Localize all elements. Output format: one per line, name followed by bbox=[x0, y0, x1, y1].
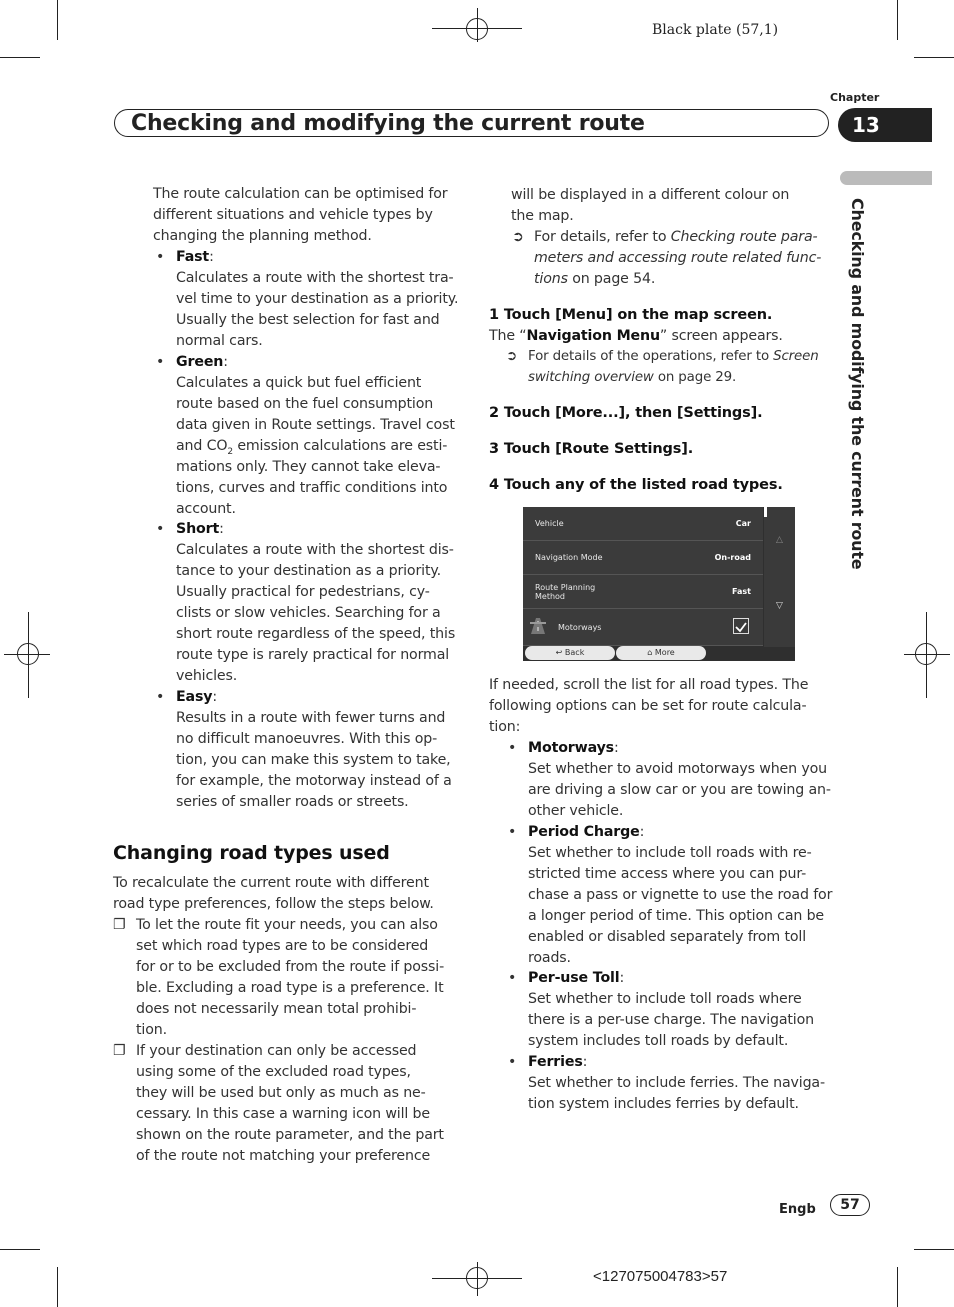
step-2: 2 Touch [More...], then [Settings]. bbox=[489, 405, 763, 421]
side-tab-bar bbox=[840, 171, 932, 185]
scroll-thumb[interactable] bbox=[764, 507, 767, 517]
intro-line: The route calculation can be optimised for bbox=[153, 186, 448, 202]
crop-mark bbox=[914, 1249, 954, 1250]
short-desc: Usually practical for pedestrians, cy- bbox=[176, 584, 430, 600]
note-line: shown on the route parameter, and the part bbox=[136, 1127, 444, 1143]
after-line: If needed, scroll the list for all road types. The bbox=[489, 677, 809, 693]
easy-item: Easy: bbox=[176, 689, 217, 705]
peruse-term: Per-use Toll bbox=[528, 970, 620, 986]
cont-line: will be displayed in a different colour on bbox=[511, 187, 790, 203]
crop-mark bbox=[57, 0, 58, 40]
ref-line: For details, refer to Checking route para- bbox=[534, 229, 818, 245]
step-4: 4 Touch any of the listed road types. bbox=[489, 477, 783, 493]
motorway-icon bbox=[529, 617, 547, 635]
step-3: 3 Touch [Route Settings]. bbox=[489, 441, 694, 457]
after-line: following options can be set for route calcula- bbox=[489, 698, 807, 714]
cont-line: the map. bbox=[511, 208, 574, 224]
settings-row-vehicle[interactable] bbox=[523, 507, 763, 541]
row-label: Route Planning bbox=[535, 583, 596, 592]
note-box-icon: ❐ bbox=[113, 1043, 126, 1059]
note-line: cessary. In this case a warning icon will be bbox=[136, 1106, 430, 1122]
motorways-desc: are driving a slow car or you are towing an- bbox=[528, 782, 831, 798]
short-desc: tance to your destination as a priority. bbox=[176, 563, 441, 579]
section-heading: Changing road types used bbox=[113, 842, 390, 864]
short-desc: clists or slow vehicles. Searching for a bbox=[176, 605, 441, 621]
back-button[interactable] bbox=[525, 646, 615, 660]
ferries-desc: Set whether to include ferries. The naviga- bbox=[528, 1075, 825, 1091]
note-line: set which road types are to be considered bbox=[136, 938, 429, 954]
page-number: 57 bbox=[830, 1194, 870, 1216]
row-value: Fast bbox=[732, 587, 751, 596]
peruse-desc: system includes toll roads by default. bbox=[528, 1033, 789, 1049]
row-label: Navigation Mode bbox=[535, 553, 603, 562]
section-para: To recalculate the current route with different bbox=[113, 875, 429, 891]
bullet-icon: • bbox=[508, 970, 517, 986]
period-desc: a longer period of time. This option can be bbox=[528, 908, 825, 924]
language-label: Engb bbox=[779, 1202, 816, 1217]
note-line: ble. Excluding a road type is a preference. It bbox=[136, 980, 444, 996]
after-line: tion: bbox=[489, 719, 521, 735]
bullet-icon: • bbox=[508, 1054, 517, 1070]
green-item: Green: bbox=[176, 354, 228, 370]
peruse-item: Per-use Toll: bbox=[528, 970, 625, 986]
period-desc: Set whether to include toll roads with re- bbox=[528, 845, 812, 861]
easy-desc: for example, the motorway instead of a bbox=[176, 773, 452, 789]
bullet-icon: • bbox=[508, 824, 517, 840]
note-box-icon: ❐ bbox=[113, 917, 126, 933]
back-arrow-icon: ↩ bbox=[555, 648, 565, 657]
ferries-desc: tion system includes ferries by default. bbox=[528, 1096, 799, 1112]
green-desc: tions, curves and traffic conditions into bbox=[176, 480, 448, 496]
motorways-checkbox[interactable] bbox=[733, 618, 749, 634]
period-term: Period Charge bbox=[528, 824, 640, 840]
fast-term: Fast bbox=[176, 249, 210, 265]
chapter-number: 13 bbox=[852, 113, 880, 137]
section-para: road type preferences, follow the steps below. bbox=[113, 896, 434, 912]
short-item: Short: bbox=[176, 521, 224, 537]
note-line: To let the route fit your needs, you can also bbox=[136, 917, 438, 933]
more-label: More bbox=[654, 648, 675, 657]
note-line: does not necessarily mean total prohibi- bbox=[136, 1001, 417, 1017]
peruse-desc: there is a per-use charge. The navigation bbox=[528, 1012, 814, 1028]
row-label: Method bbox=[535, 592, 566, 601]
page-title: Checking and modifying the current route bbox=[131, 111, 645, 136]
motorways-term: Motorways bbox=[528, 740, 614, 756]
short-desc: Calculates a route with the shortest dis- bbox=[176, 542, 454, 558]
note-line: If your destination can only be accessed bbox=[136, 1043, 417, 1059]
home-icon: ⌂ bbox=[647, 648, 655, 657]
intro-line: changing the planning method. bbox=[153, 228, 372, 244]
fast-desc: Calculates a route with the shortest tra- bbox=[176, 270, 454, 286]
green-co2-line: and $CO_2$ emission calculations are esti- bbox=[176, 438, 448, 457]
scrollbar[interactable] bbox=[764, 507, 795, 647]
ref-line: switching overview on page 29. bbox=[528, 370, 737, 385]
bullet-icon: • bbox=[156, 249, 165, 265]
short-desc: route type is rarely practical for normal bbox=[176, 647, 450, 663]
side-chapter-title: Checking and modifying the current route bbox=[848, 198, 867, 570]
peruse-desc: Set whether to include toll roads where bbox=[528, 991, 802, 1007]
row-label: Motorways bbox=[558, 623, 602, 632]
crop-mark bbox=[57, 1267, 58, 1307]
period-desc: stricted time access where you can pur- bbox=[528, 866, 807, 882]
back-label: Back bbox=[564, 648, 585, 657]
bullet-icon: • bbox=[508, 740, 517, 756]
ref-line: tions on page 54. bbox=[534, 271, 656, 287]
green-desc: Calculates a quick but fuel efficient bbox=[176, 375, 422, 391]
ferries-item: Ferries: bbox=[528, 1054, 588, 1070]
period-desc: chase a pass or vignette to use the road for bbox=[528, 887, 833, 903]
short-desc: vehicles. bbox=[176, 668, 238, 684]
arrow-icon: ➲ bbox=[506, 349, 518, 364]
settings-row-navigation-mode[interactable] bbox=[523, 541, 763, 575]
easy-desc: Results in a route with fewer turns and bbox=[176, 710, 446, 726]
crop-mark bbox=[897, 1267, 898, 1307]
plate-label: Black plate (57,1) bbox=[652, 22, 779, 38]
green-desc: account. bbox=[176, 501, 236, 517]
note-line: they will be used but only as much as ne- bbox=[136, 1085, 426, 1101]
easy-desc: no difficult manoeuvres. With this op- bbox=[176, 731, 438, 747]
bullet-icon: • bbox=[156, 354, 165, 370]
ferries-term: Ferries bbox=[528, 1054, 583, 1070]
chapter-label: Chapter bbox=[830, 91, 880, 104]
bullet-icon: • bbox=[156, 689, 165, 705]
intro-line: different situations and vehicle types by bbox=[153, 207, 433, 223]
crop-mark bbox=[897, 0, 898, 40]
row-label: Vehicle bbox=[535, 519, 564, 528]
note-line: using some of the excluded road types, bbox=[136, 1064, 411, 1080]
fast-desc: vel time to your destination as a priority. bbox=[176, 291, 459, 307]
row-value: On-road bbox=[714, 553, 751, 562]
short-term: Short bbox=[176, 521, 220, 537]
scroll-up-icon[interactable]: △ bbox=[776, 535, 783, 545]
settings-row-route-planning[interactable] bbox=[523, 575, 763, 609]
green-desc: mations only. They cannot take eleva- bbox=[176, 459, 441, 475]
motorways-desc: Set whether to avoid motorways when you bbox=[528, 761, 827, 777]
fast-desc: normal cars. bbox=[176, 333, 263, 349]
period-desc: roads. bbox=[528, 950, 571, 966]
note-line: tion. bbox=[136, 1022, 167, 1038]
crop-mark bbox=[0, 57, 40, 58]
ref-line: For details of the operations, refer to Screen bbox=[528, 349, 819, 364]
period-desc: enabled or disabled separately from toll bbox=[528, 929, 806, 945]
easy-desc: tion, you can make this system to take, bbox=[176, 752, 451, 768]
motorways-item: Motorways: bbox=[528, 740, 619, 756]
arrow-icon: ➲ bbox=[512, 229, 524, 245]
period-item: Period Charge: bbox=[528, 824, 645, 840]
route-settings-screenshot bbox=[523, 507, 795, 661]
step-1-result: The “Navigation Menu” screen appears. bbox=[489, 328, 783, 344]
note-line: of the route not matching your preference bbox=[136, 1148, 431, 1164]
note-line: for or to be excluded from the route if possi- bbox=[136, 959, 445, 975]
easy-term: Easy bbox=[176, 689, 213, 705]
easy-desc: series of smaller roads or streets. bbox=[176, 794, 409, 810]
settings-row-motorways[interactable] bbox=[523, 609, 763, 646]
ref-line: meters and accessing route related func- bbox=[534, 250, 822, 266]
green-term: Green bbox=[176, 354, 224, 370]
more-button[interactable] bbox=[616, 646, 706, 660]
document-code: <127075004783>57 bbox=[593, 1268, 728, 1285]
scroll-down-icon[interactable]: ▽ bbox=[776, 601, 783, 611]
fast-desc: Usually the best selection for fast and bbox=[176, 312, 440, 328]
green-desc: route based on the fuel consumption bbox=[176, 396, 434, 412]
green-desc: data given in Route settings. Travel cost bbox=[176, 417, 455, 433]
row-value: Car bbox=[735, 519, 751, 528]
crop-mark bbox=[914, 57, 954, 58]
crop-mark bbox=[0, 1249, 40, 1250]
motorways-desc: other vehicle. bbox=[528, 803, 624, 819]
step-1: 1 Touch [Menu] on the map screen. bbox=[489, 307, 773, 323]
short-desc: short route regardless of the speed, this bbox=[176, 626, 456, 642]
bullet-icon: • bbox=[156, 521, 165, 537]
fast-item: Fast: bbox=[176, 249, 214, 265]
